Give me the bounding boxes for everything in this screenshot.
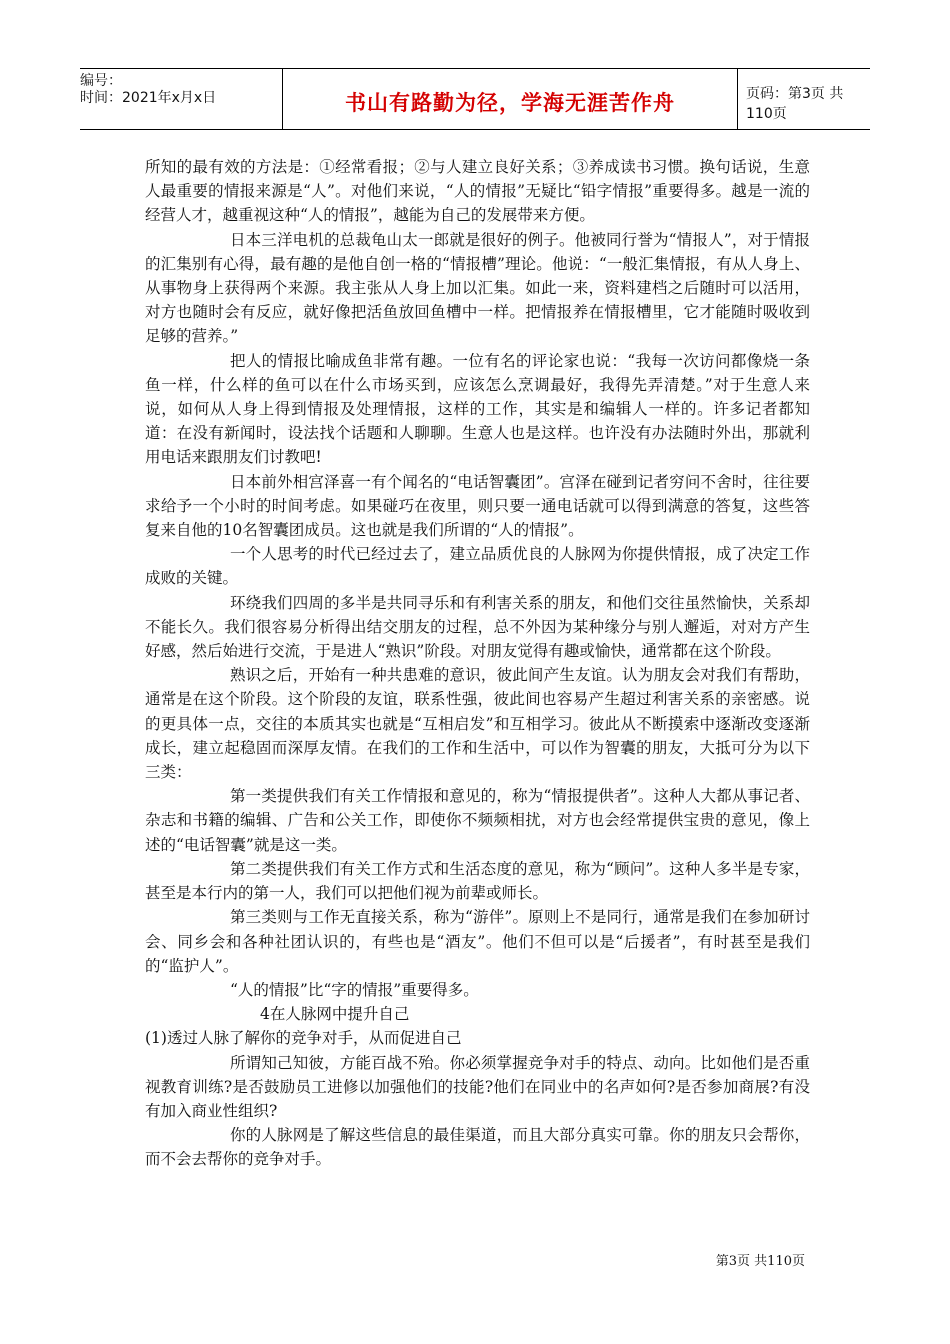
header-motto: 书山有路勤为径，学海无涯苦作舟 [345, 91, 675, 115]
header-meta [80, 69, 282, 129]
paragraph: 环绕我们四周的多半是共同寻乐和有利害关系的朋友，和他们交往虽然愉快，关系却不能长久。我们很容易分析得出结交朋友的过程，总不外因为某种缘分与别人邂逅，对对方产生好感，然后始进行交流，于是进人“熟识”阶段。对朋友觉得有趣或愉快，通常都在这个阶段。 [145, 593, 810, 661]
document-body [145, 155, 810, 1172]
paragraph: 日本三洋电机的总裁龟山太一郎就是很好的例子。他被同行誉为“情报人”，对于情报的汇集别有心得，最有趣的是他自创一格的“情报槽”理论。他说：“一般汇集情报，有从人身上、从事物身上获得两个来源。我主张从人身上加以汇集。如此一来，资料建档之后随时可以活用，对方也随时会有反应，就好像把活鱼放回鱼槽中一样。把情报养在情报槽里，它才能随时吸收到足够的营养。” [145, 230, 810, 346]
header-page-number: 页码：第3页 共110页 [746, 86, 844, 122]
paragraph: (1)透过人脉了解你的竞争对手，从而促进自己 [145, 1029, 462, 1048]
page-header [80, 68, 870, 130]
section-heading: 4在人脉网中提升自己 [260, 1005, 410, 1024]
paragraph: 第三类则与工作无直接关系，称为“游伴”。原则上不是同行，通常是我们在参加研讨会、同乡会和各种社团认识的，有些也是“酒友”。他们不但可以是“后援者”，有时甚至是我们的“监护人”。 [145, 908, 810, 975]
paragraph: 第一类提供我们有关工作情报和意见的，称为“情报提供者”。这种人大都从事记者、杂志和书籍的编辑、广告和公关工作，即使你不频频相扰，对方也会经常提供宝贵的意见，像上述的“电话智囊”就是这一类。 [145, 787, 810, 854]
document-number-label: 编号： [80, 73, 122, 89]
paragraph: 一个人思考的时代已经过去了，建立品质优良的人脉网为你提供情报，成了决定工作成败的关键。 [145, 545, 810, 588]
paragraph: 把人的情报比喻成鱼非常有趣。一位有名的评论家也说：“我每一次访问都像烧一条鱼一样，什么样的鱼可以在什么市场买到，应该怎么烹调最好，我得先弄清楚。”对于生意人来说，如何从人身上得到情报及处理情报，这样的工作，其实是和编辑人一样的。许多记者都知道：在没有新闻时，设法找个话题和人聊聊。生意人也是这样。也许没有办法随时外出，那就利用电话来跟朋友们讨教吧! [145, 351, 810, 467]
paragraph: 第二类提供我们有关工作方式和生活态度的意见，称为“顾问”。这种人多半是专家，甚至是本行内的第一人，我们可以把他们视为前辈或师长。 [145, 859, 810, 903]
paragraph: 所谓知己知彼，方能百战不殆。你必须掌握竞争对手的特点、动向。比如他们是否重视教育训练?是否鼓励员工进修以加强他们的技能?他们在同业中的名声如何?是否参加商展?有没有加入商业性组织? [145, 1053, 810, 1120]
paragraph: 熟识之后，开始有一种共患难的意识，彼此间产生友谊。认为朋友会对我们有帮助，通常是在这个阶段。这个阶段的友谊，联系性强，彼此间也容易产生超过利害关系的亲密感。说的更具体一点，交往的本质其实也就是“互相启发”和互相学习。彼此从不断摸索中逐渐改变逐渐成长，建立起稳固而深厚友情。在我们的工作和生活中，可以作为智囊的朋友，大抵可分为以下三类： [145, 666, 810, 782]
paragraph: 所知的最有效的方法是：①经常看报；②与人建立良好关系；③养成读书习惯。换句话说，生意人最重要的情报来源是“人”。对他们来说，“人的情报”无疑比“铅字情报”重要得多。越是一流的经营人才，越重视这种“人的情报”，越能为自己的发展带来方便。 [145, 158, 810, 225]
header-page-cell [738, 69, 870, 129]
document-time-label: 时间：2021年x月x日 [80, 90, 217, 106]
page-footer: 第3页 共110页 [715, 1254, 805, 1269]
paragraph: 你的人脉网是了解这些信息的最佳渠道，而且大部分真实可靠。你的朋友只会帮你，而不会去帮你的竞争对手。 [145, 1126, 810, 1169]
header-motto-cell [282, 69, 738, 129]
paragraph: 日本前外相宫泽喜一有个闻名的“电话智囊团”。宫泽在碰到记者穷问不舍时，往往要求给予一个小时的时间考虑。如果碰巧在夜里，则只要一通电话就可以得到满意的答复，这些答复来自他的10名智囊团成员。这也就是我们所谓的“人的情报”。 [145, 472, 810, 540]
paragraph: “人的情报”比“字的情报”重要得多。 [230, 980, 479, 999]
